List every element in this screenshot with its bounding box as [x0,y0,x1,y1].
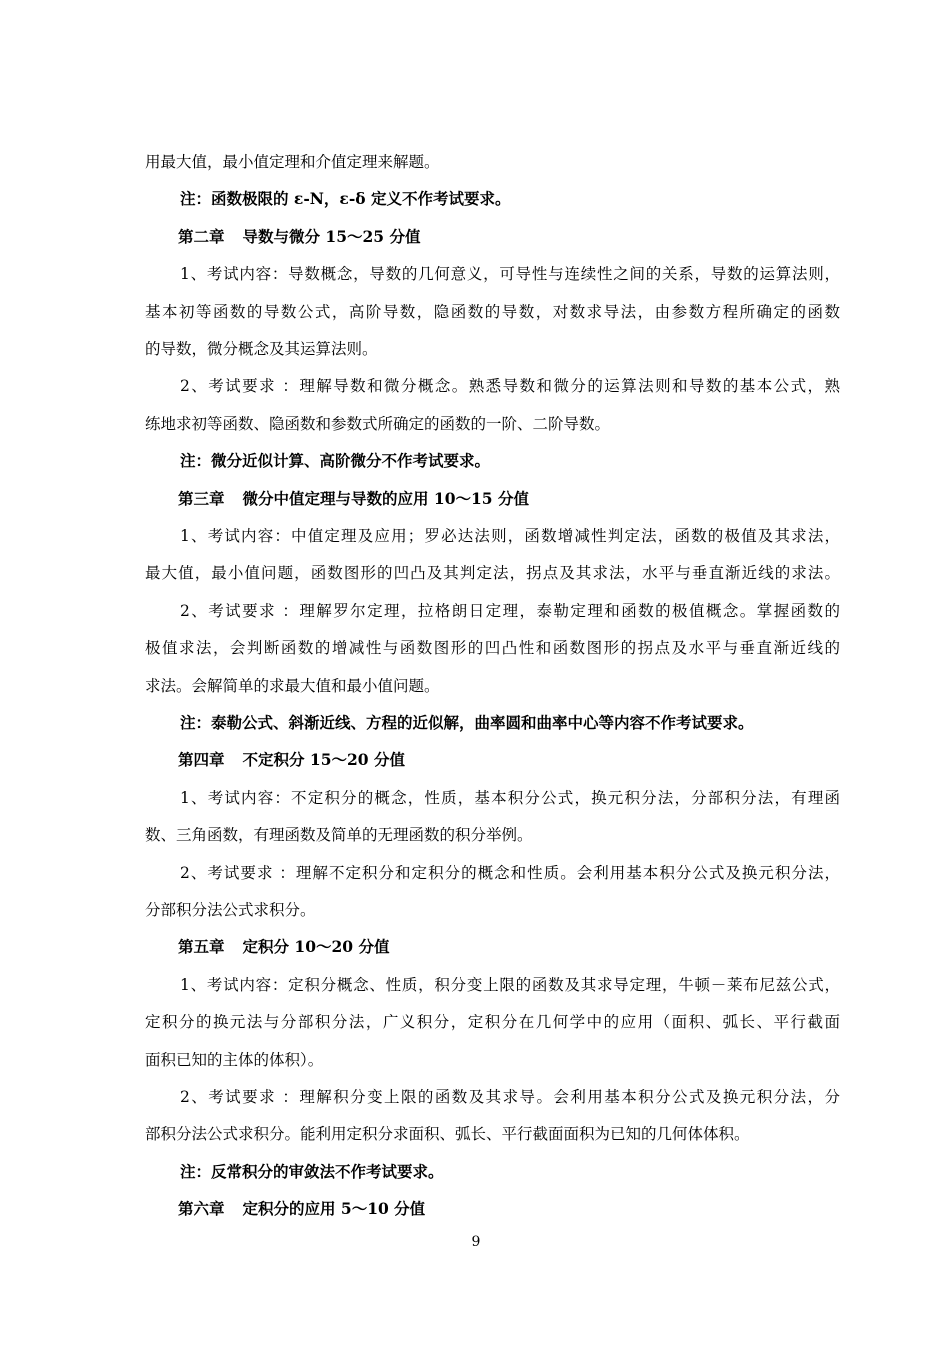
chapter-heading [0,1199,952,1219]
paragraph-line: 最大值，最小值问题，函数图形的凹凸及其判定法，拐点及其求法，水平与垂直渐近线的求法。 [145,564,840,583]
paragraph-line: 练地求初等函数、隐函数和参数式所确定的函数的一阶、二阶导数。 [145,414,611,433]
paragraph-line: 求法。会解简单的求最大值和最小值问题。 [145,676,440,695]
paragraph-line: 面积已知的主体的体积）。 [145,1050,324,1069]
chapter-subtitle: 不定积分 15～20 分值 [242,750,405,770]
chapter-subtitle: 微分中值定理与导数的应用 10～15 分值 [242,488,529,508]
paragraph-first-line: 2、考试要求 ：理解积分变上限的函数及其求导。会利用基本积分公式及换元积分法，分 [180,1088,840,1106]
paragraph-line: 极值求法，会判断函数的增减性与函数图形的凹凸性和函数图形的拐点及水平与垂直渐近线的 [145,639,840,658]
paragraph-first-line: 2、考试要求 ：理解不定积分和定积分的概念和性质。会利用基本积分公式及换元积分法， [180,863,840,882]
chapter-subtitle: 定积分 10～20 分值 [242,937,390,957]
chapter-heading [0,750,952,770]
note-line: 注：反常积分的审敛法不作考试要求。 [180,1161,444,1181]
note-line: 注：函数极限的 ε-N，ε-δ 定义不作考试要求。 [180,189,511,209]
chapter-subtitle: 导数与微分 15～25 分值 [242,226,421,246]
chapter-heading [0,489,952,509]
chapter-subtitle: 定积分的应用 5～10 分值 [242,1199,426,1219]
paragraph-line: 定积分的换元法与分部积分法，广义积分，定积分在几何学中的应用（面积、弧长、平行截面 [145,1013,840,1032]
chapter-heading [0,937,952,957]
paragraph-first-line: 2、考试要求 ：理解罗尔定理，拉格朗日定理，泰勒定理和函数的极值概念。掌握函数的 [180,601,840,620]
paragraph-first-line: 1、考试内容：导数概念，导数的几何意义，可导性与连续性之间的关系，导数的运算法则， [180,265,840,284]
chapter-title: 第二章 [178,226,225,246]
chapter-title: 第三章 [178,488,225,508]
paragraph-first-line: 1、考试内容：中值定理及应用；罗必达法则，函数增减性判定法，函数的极值及其求法， [180,527,840,545]
chapter-title: 第五章 [178,937,225,957]
paragraph-first-line: 1、考试内容：不定积分的概念，性质，基本积分公式，换元积分法，分部积分法，有理函 [180,788,840,807]
note-line: 注：微分近似计算、高阶微分不作考试要求。 [180,451,491,471]
paragraph-line: 数、三角函数，有理函数及简单的无理函数的积分举例。 [145,826,533,845]
paragraph-first-line: 2、考试要求 ：理解导数和微分概念。熟悉导数和微分的运算法则和导数的基本公式，熟 [180,377,840,396]
paragraph-line: 部积分法公式求积分。能利用定积分求面积、弧长、平行截面面积为已知的几何体体积。 [145,1125,750,1144]
chapter-title: 第四章 [178,750,225,770]
paragraph-line: 的导数，微分概念及其运算法则。 [145,340,378,358]
paragraph-first-line: 1、考试内容：定积分概念、性质，积分变上限的函数及其求导定理，牛顿－莱布尼兹公式， [180,975,840,994]
paragraph-line: 基本初等函数的导数公式，高阶导数，隐函数的导数，对数求导法，由参数方程所确定的函数 [145,302,840,321]
paragraph-line: 用最大值，最小值定理和介值定理来解题。 [145,153,440,171]
chapter-heading [0,227,952,247]
page-number: 9 [471,1234,481,1250]
note-line: 注：泰勒公式、斜渐近线、方程的近似解，曲率圆和曲率中心等内容不作考试要求。 [180,713,754,732]
paragraph-line: 分部积分法公式求积分。 [145,901,316,919]
chapter-title: 第六章 [178,1199,225,1219]
